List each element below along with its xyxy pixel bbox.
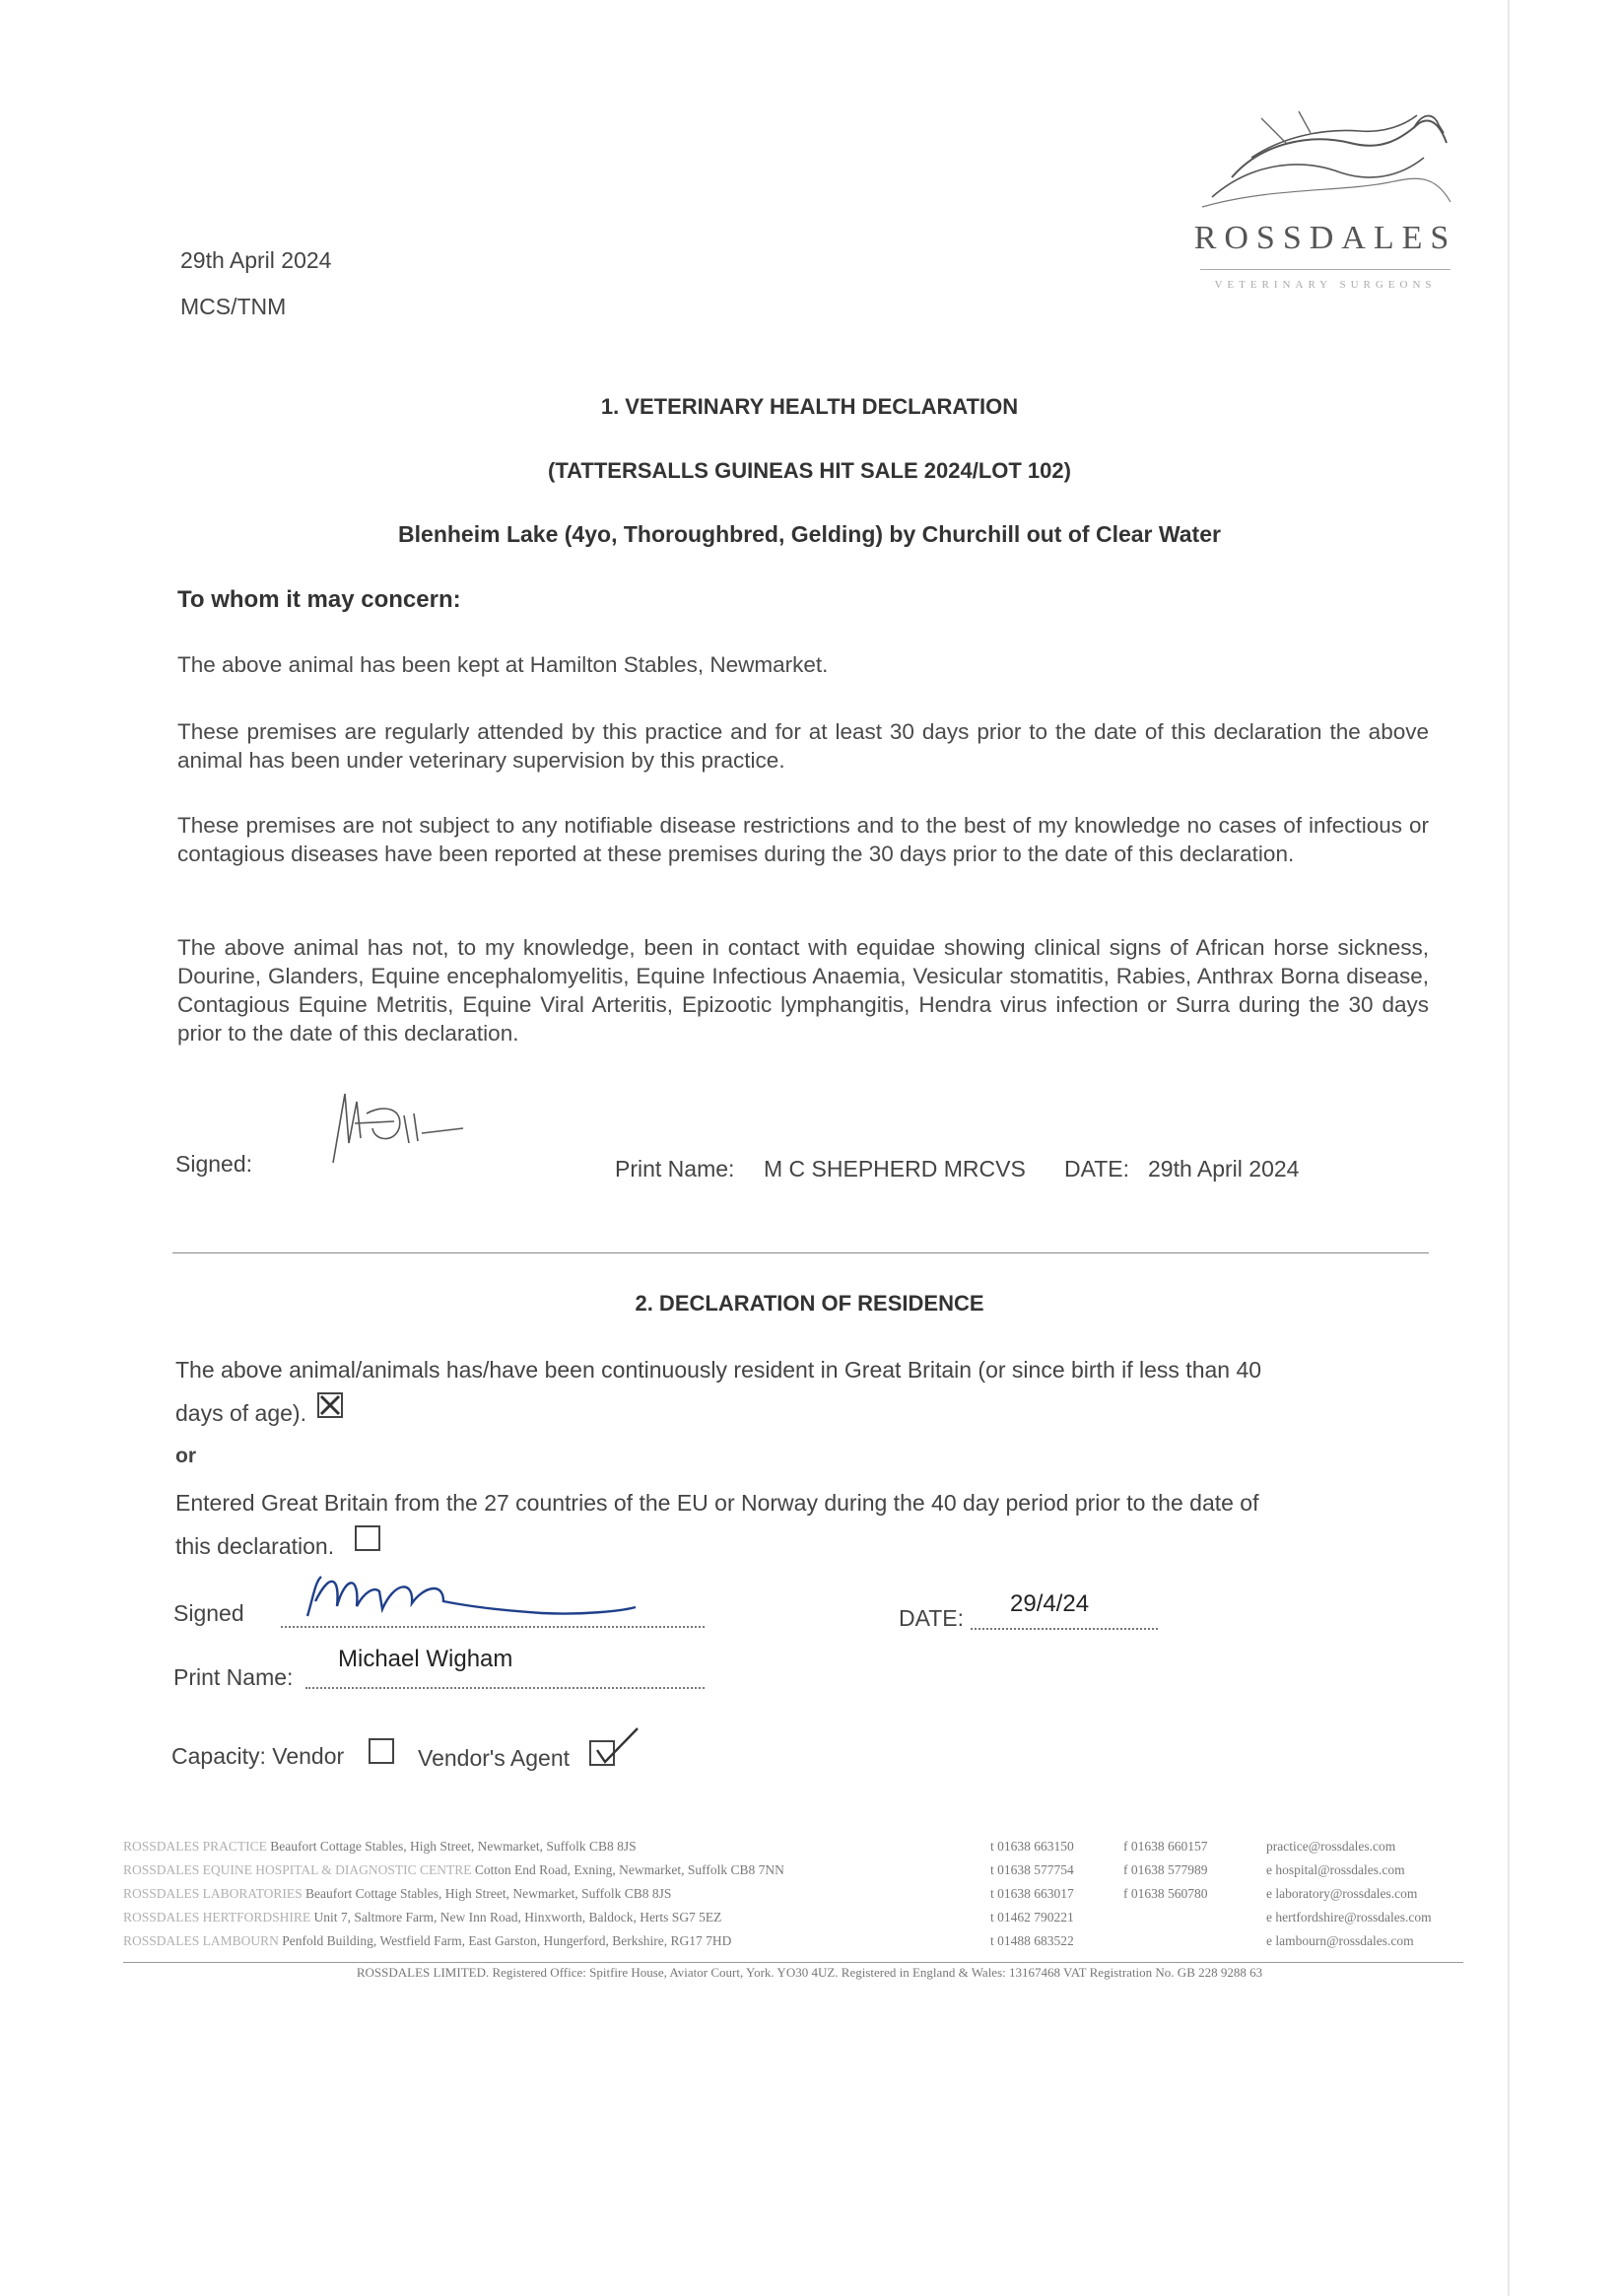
footer-row: [123, 1862, 1463, 1884]
paragraph-kept-at: The above animal has been kept at Hamilton Stables, Newmarket.: [177, 652, 829, 677]
paragraph-premises: These premises are not subject to any notifiable disease restrictions and to the best of my knowledge no cases of infectious or contagious diseases have been reported at these premises during the 30 days prior to the date of this declaration.: [177, 813, 1429, 866]
footer-email: e hospital@rossdales.com: [1266, 1862, 1405, 1877]
footer-telephone: t 01638 663017: [990, 1886, 1074, 1901]
footer-office-entry: [123, 1862, 784, 1878]
brand-tagline: VETERINARY SURGEONS: [1214, 279, 1437, 291]
capacity-vendor-label: Capacity: Vendor: [171, 1743, 345, 1769]
agent-date-label: DATE:: [899, 1605, 965, 1631]
agent-date-line: [971, 1628, 1158, 1630]
letter-date: 29th April 2024: [180, 247, 332, 273]
footer-email: e hertfordshire@rossdales.com: [1266, 1910, 1432, 1925]
vet-date-label: DATE:: [1064, 1156, 1130, 1182]
logo-rule: [1200, 269, 1450, 270]
section1-heading: 1. VETERINARY HEALTH DECLARATION: [600, 394, 1019, 419]
sale-reference: (TATTERSALLS GUINEAS HIT SALE 2024/LOT 102): [548, 458, 1071, 483]
salutation: To whom it may concern:: [177, 586, 461, 613]
brand-name: ROSSDALES: [1193, 220, 1457, 256]
cross-mark-icon: [319, 1394, 341, 1416]
footer-office-label: ROSSDALES HERTFORDSHIRE: [123, 1910, 311, 1925]
footer-telephone: t 01638 663150: [990, 1839, 1074, 1854]
footer-fax: f 01638 560780: [1123, 1886, 1208, 1901]
residence-option2-text-cont: this declaration.: [175, 1533, 335, 1559]
horse-logo-icon: [1192, 103, 1458, 212]
residence-option1-text-cont: days of age).: [175, 1400, 306, 1426]
footer-row: [123, 1886, 1463, 1908]
horse-description: Blenheim Lake (4yo, Thoroughbred, Gelding) by Churchill out of Clear Water: [398, 521, 1221, 547]
footer-office-entry: [123, 1886, 671, 1902]
rossdales-logo: [1182, 103, 1468, 301]
scan-edge: [1508, 0, 1510, 2296]
footer-email: e lambourn@rossdales.com: [1266, 1933, 1414, 1948]
footer-office-address: Unit 7, Saltmore Farm, New Inn Road, Hinxworth, Baldock, Herts SG7 5EZ: [313, 1910, 722, 1925]
agent-signed-label: Signed: [173, 1600, 244, 1626]
footer-email: e laboratory@rossdales.com: [1266, 1886, 1418, 1901]
vendor-agent-checkbox[interactable]: [589, 1740, 615, 1766]
residence-option2-checkbox[interactable]: [355, 1525, 380, 1551]
footer-office-address: Beaufort Cottage Stables, High Street, Newmarket, Suffolk CB8 8JS: [305, 1886, 672, 1901]
footer-office-label: ROSSDALES LABORATORIES: [123, 1886, 303, 1901]
vet-signature: [315, 1084, 473, 1173]
vet-date: 29th April 2024: [1148, 1156, 1300, 1182]
residence-option1-text: The above animal/animals has/have been continuously resident in Great Britain (or since birth if less than 40: [175, 1357, 1262, 1383]
vendor-checkbox[interactable]: [369, 1738, 394, 1764]
vet-print-name-label: Print Name:: [615, 1156, 735, 1182]
company-registration: ROSSDALES LIMITED. Registered Office: Spitfire House, Aviator Court, York. YO30 4UZ. Registered in England & Wales: 13167468 VAT Registration No. GB 228 9288 63: [356, 1965, 1263, 1980]
agent-date-value: 29/4/24: [1010, 1590, 1090, 1617]
tick-mark-icon: [593, 1728, 642, 1768]
footer-office-entry: [123, 1839, 637, 1855]
footer-telephone: t 01462 790221: [990, 1910, 1074, 1925]
footer-office-address: Beaufort Cottage Stables, High Street, Newmarket, Suffolk CB8 8JS: [270, 1839, 637, 1854]
agent-print-name-line: [305, 1687, 705, 1689]
footer-fax: f 01638 577989: [1123, 1862, 1208, 1877]
footer-row: [123, 1839, 1463, 1860]
paragraph-contact: The above animal has not, to my knowledge, been in contact with equidae showing clinical signs of African horse sickness, Dourine, Glanders, Equine encephalomyelitis, Equine Infectious Anaemia, Vesicular stomatitis, Rabies, Anthrax Borna disease, Contagious Equine Metritis, Equine Viral Arteritis, Epizootic lymphangitis, Hendra virus infection or Surra during the 30 days prior to the date of this declaration.: [177, 935, 1429, 1046]
footer-rule: [123, 1962, 1463, 1963]
residence-option1-checkbox[interactable]: [317, 1392, 343, 1418]
footer-telephone: t 01638 577754: [990, 1862, 1074, 1877]
paragraph-supervision: These premises are regularly attended by this practice and for at least 30 days prior to the date of this declaration the above animal has been under veterinary supervision by this practice.: [177, 719, 1429, 773]
footer-office-address: Cotton End Road, Exning, Newmarket, Suffolk CB8 7NN: [474, 1862, 784, 1877]
footer-telephone: t 01488 683522: [990, 1933, 1074, 1948]
letter-reference: MCS/TNM: [180, 294, 287, 319]
residence-option2-text: Entered Great Britain from the 27 countries of the EU or Norway during the 40 day period prior to the date of: [175, 1490, 1259, 1516]
footer-row: [123, 1910, 1463, 1931]
footer-office-label: ROSSDALES EQUINE HOSPITAL & DIAGNOSTIC CENTRE: [123, 1862, 472, 1877]
vet-signed-label: Signed:: [175, 1151, 253, 1177]
footer-office-address: Penfold Building, Westfield Farm, East Garston, Hungerford, Berkshire, RG17 7HD: [282, 1933, 732, 1948]
footer-office-label: ROSSDALES PRACTICE: [123, 1839, 267, 1854]
section-divider: [172, 1252, 1429, 1253]
section2-heading: 2. DECLARATION OF RESIDENCE: [635, 1291, 984, 1316]
footer-office-entry: [123, 1910, 721, 1925]
footer-email: practice@rossdales.com: [1266, 1839, 1396, 1854]
footer-row: [123, 1933, 1463, 1955]
footer-fax: f 01638 660157: [1123, 1839, 1208, 1854]
or-separator: or: [175, 1445, 196, 1467]
footer-office-label: ROSSDALES LAMBOURN: [123, 1933, 279, 1948]
vet-print-name: M C SHEPHERD MRCVS: [764, 1156, 1026, 1182]
vendor-agent-label: Vendor's Agent: [418, 1745, 571, 1771]
footer-office-entry: [123, 1933, 731, 1949]
agent-print-name-value: Michael Wigham: [338, 1646, 513, 1672]
agent-print-name-label: Print Name:: [173, 1664, 294, 1690]
agent-signature: [286, 1562, 641, 1631]
